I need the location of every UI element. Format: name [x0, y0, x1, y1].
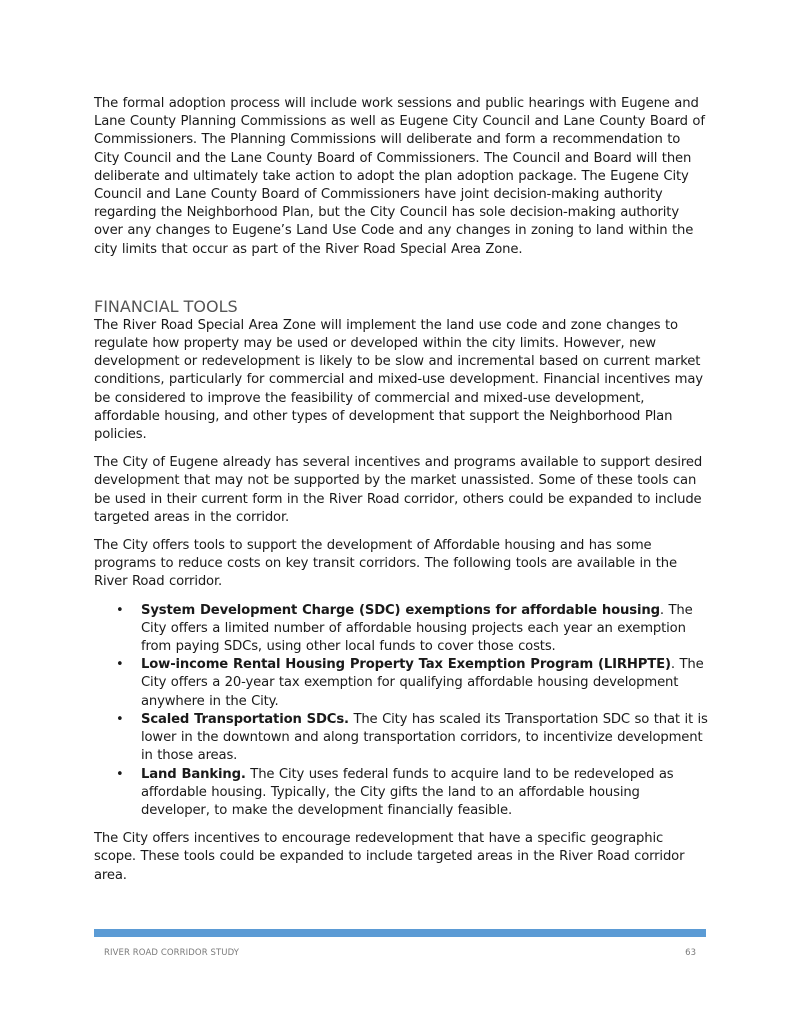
bullet-icon: • [116, 711, 124, 727]
footer-title: RIVER ROAD CORRIDOR STUDY [104, 948, 240, 958]
page-content [94, 95, 708, 885]
list-item-body: . The City offers a limited number of affordable housing projects each year an exemption from paying SDCs, using other local funds to cover those costs. [141, 602, 693, 655]
list-item-title: Scaled Transportation SDCs. [141, 711, 349, 727]
list-item [94, 711, 708, 766]
list-item [94, 602, 708, 657]
body-paragraph: The River Road Special Area Zone will implement the land use code and zone changes to regulate how property may be used or developed within the city limits. However, new development or redevelopment is likely to be slow and incremental based on current market conditions, particularly for commercial and mixed-use development. Financial incentives may be considered to improve the feasibility of commercial and mixed-use development, affordable housing, and other types of development that support the Neighborhood Plan policies. [94, 317, 703, 443]
list-item-body: The City has scaled its Transportation SDC so that it is lower in the downtown and along transportation corridors, to incentivize development in those areas. [141, 711, 708, 764]
list-item-body: . The City offers a 20-year tax exemption for qualifying affordable housing development anywhere in the City. [141, 657, 704, 709]
page-number: 63 [685, 948, 696, 958]
bullet-icon: • [116, 602, 124, 618]
body-paragraph: The City of Eugene already has several incentives and programs available to support desired development that may not be supported by the market unassisted. Some of these tools can be used in their current form in the River Road corridor, others could be expanded to include targeted areas in the corridor. [94, 455, 703, 525]
bullet-icon: • [116, 766, 124, 782]
intro-paragraph: The formal adoption process will include work sessions and public hearings with Eugene and Lane County Planning Commissions as well as Eugene City Council and Lane County Board of Commissioners. The Planning Commissions will deliberate and form a recommendation to City Council and the Lane County Board of Commissioners. The Council and Board will then deliberate and ultimately take action to adopt the plan adoption package. The Eugene City Council and Lane County Board of Commissioners have joint decision-making authority regarding the Neighborhood Plan, but the City Council has sole decision-making authority over any changes to Eugene’s Land Use Code and any changes in zoning to land within the city limits that occur as part of the River Road Special Area Zone. [94, 96, 705, 257]
footer-divider [94, 929, 706, 937]
list-item-body: The City uses federal funds to acquire land to be redeveloped as affordable housing. Typically, the City gifts the land to an affordable housing developer, to make the development financially feasible. [141, 766, 674, 818]
list-item [94, 766, 708, 821]
list-item [94, 656, 708, 711]
bullet-icon: • [116, 657, 124, 673]
list-item-title: Low-income Rental Housing Property Tax Exemption Program (LIRHPTE) [141, 657, 671, 673]
section-heading: FINANCIAL TOOLS [94, 296, 238, 316]
list-item-title: Land Banking. [141, 766, 246, 782]
body-paragraph: The City offers tools to support the development of Affordable housing and has some programs to reduce costs on key transit corridors. The following tools are available in the River Road corridor. [94, 538, 677, 590]
list-item-title: System Development Charge (SDC) exemptions for affordable housing [141, 602, 660, 618]
financial-tools-list [94, 602, 708, 820]
closing-paragraph: The City offers incentives to encourage redevelopment that have a specific geographic scope. These tools could be expanded to include targeted areas in the River Road corridor area. [94, 831, 685, 883]
